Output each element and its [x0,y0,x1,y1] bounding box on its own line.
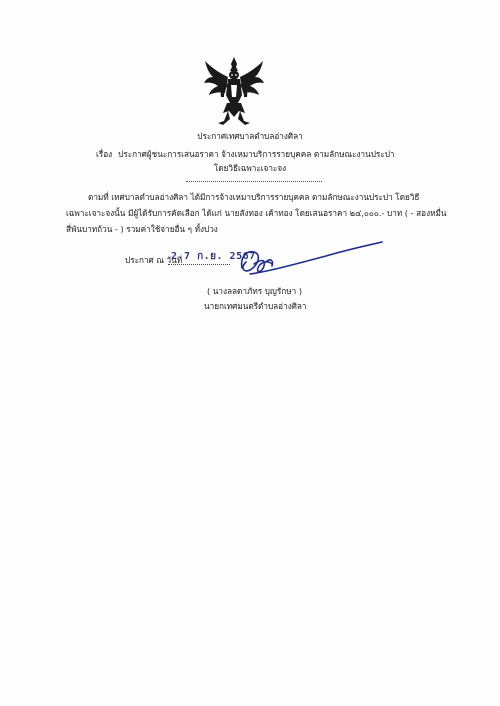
body-line-1: ตามที่ เทศบาลตำบลอ่างศิลา ได้มีการจ้างเหมาบริการรายบุคคล ตามลักษณะงานประปา โดยวิธี [88,192,420,202]
signatory-title: นายกเทศมนตรีตำบลอ่างศิลา [204,301,307,311]
handwritten-signature [236,238,386,288]
signatory-name: ( นางลลดาภัทร บุญรักษา ) [207,286,303,296]
subject-continuation: โดยวิธีเฉพาะเจาะจง [213,163,287,173]
garuda-emblem-icon [201,55,267,127]
org-title: ประกาศเทศบาลตำบลอ่างศิลา [197,131,303,141]
date-stamp: 2 7 ก.ย. 2567 [171,251,256,262]
body-line-3: สี่พันบาทถ้วน - ) รวมค่าใช้จ่ายอื่น ๆ ทั้งปวง [66,224,218,234]
subject-label: เรื่อง [96,149,113,159]
date-dotted-line [168,264,230,265]
subject-line [96,149,395,160]
body-line-2: เฉพาะเจาะจงนั้น มีผู้ได้รับการคัดเลือก ได้แก่ นายสังทอง เค้าทอง โดยเสนอราคา ๒๔,๐๐๐.- บาท ( - สองหมื่น [66,208,447,218]
date-label: ประกาศ ณ วันที่ [125,255,183,265]
dotted-divider [186,181,322,182]
subject-text: ประกาศผู้ชนะการเสนอราคา จ้างเหมาบริการรายบุคคล ตามลักษณะงานประปา [118,149,395,159]
